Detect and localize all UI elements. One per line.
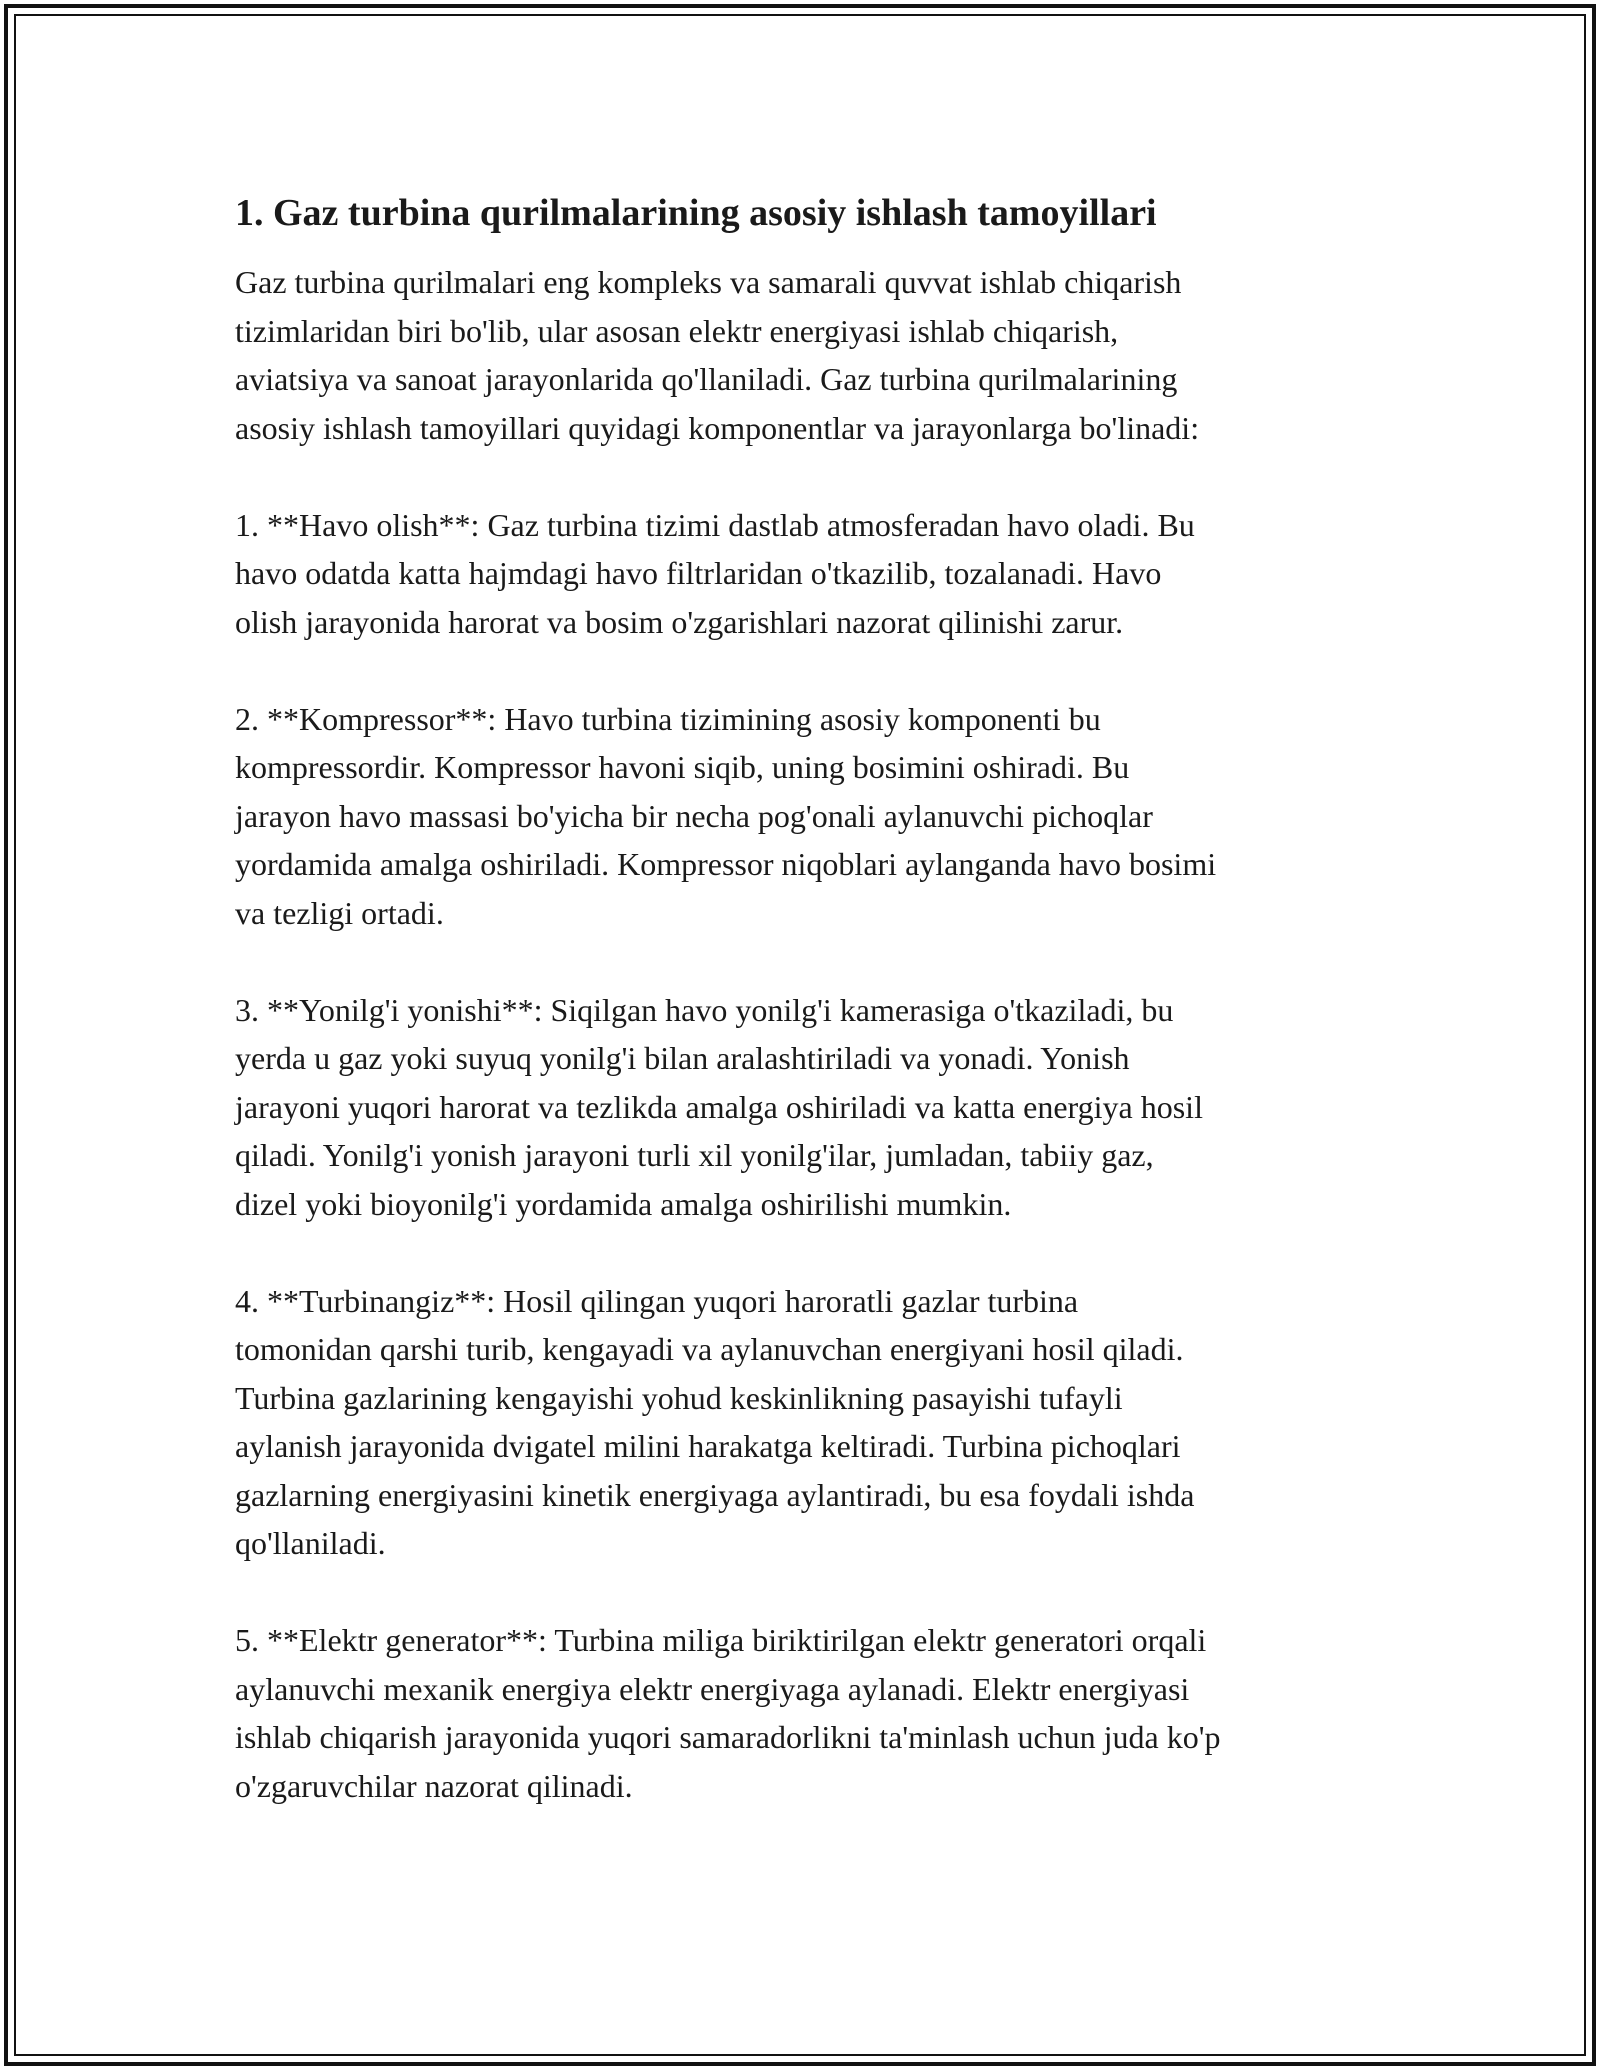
text-line: qiladi. Yonilg'i yonish jarayoni turli xil yonilg'ilar, jumladan, tabiiy gaz, xyxy=(235,1137,1154,1173)
list-item-kompressor xyxy=(235,695,1375,938)
list-item-havo-olish xyxy=(235,501,1375,647)
text-line: tomonidan qarshi turib, kengayadi va aylanuvchan energiyani hosil qiladi. xyxy=(235,1331,1184,1367)
text-line: ishlab chiqarish jarayonida yuqori samaradorlikni ta'minlash uchun juda ko'p xyxy=(235,1719,1221,1755)
list-item-yonilgi-yonishi xyxy=(235,986,1375,1229)
text-line: aviatsiya va sanoat jarayonlarida qo'llaniladi. Gaz turbina qurilmalarining xyxy=(235,361,1178,397)
text-line: yordamida amalga oshiriladi. Kompressor niqoblari aylanganda havo bosimi xyxy=(235,846,1217,882)
text-line: aylanuvchi mexanik energiya elektr energiyaga aylanadi. Elektr energiyasi xyxy=(235,1670,1190,1707)
text-line: jarayoni yuqori harorat va tezlikda amalga oshiriladi va katta energiya hosil xyxy=(235,1088,1203,1125)
text-line: 2. **Kompressor**: Havo turbina tizimining asosiy komponenti bu xyxy=(235,700,1101,737)
list-item-elektr-generator xyxy=(235,1616,1375,1810)
paragraph-gap xyxy=(235,1228,1375,1277)
text-line: aylanish jarayonida dvigatel milini harakatga keltiradi. Turbina pichoqlari xyxy=(235,1428,1181,1464)
text-line: olish jarayonida harorat va bosim o'zgarishlari nazorat qilinishi zarur. xyxy=(235,603,1124,640)
text-line: tizimlaridan biri bo'lib, ular asosan elektr energiyasi ishlab chiqarish, xyxy=(235,312,1119,349)
text-line: va tezligi ortadi. xyxy=(235,894,444,931)
text-line: qo'llaniladi. xyxy=(235,1525,386,1561)
paragraph-gap xyxy=(235,1568,1375,1617)
paragraph-gap xyxy=(235,452,1375,501)
text-line: havo odatda katta hajmdagi havo filtrlaridan o'tkazilib, tozalanadi. Havo xyxy=(235,555,1162,591)
text-line: asosiy ishlash tamoyillari quyidagi komponentlar va jarayonlarga bo'linadi: xyxy=(235,409,1200,446)
section-heading: 1. Gaz turbina qurilmalarining asosiy ishlash tamoyillari xyxy=(235,192,1157,234)
text-line: yerda u gaz yoki suyuq yonilg'i bilan aralashtiriladi va yonadi. Yonish xyxy=(235,1040,1130,1076)
text-line: Turbina gazlarining kengayishi yohud keskinlikning pasayishi tufayli xyxy=(235,1379,1123,1416)
paragraph-gap xyxy=(235,937,1375,986)
text-line: dizel yoki bioyonilg'i yordamida amalga oshirilishi mumkin. xyxy=(235,1185,1012,1222)
text-line: 1. **Havo olish**: Gaz turbina tizimi dastlab atmosferadan havo oladi. Bu xyxy=(235,506,1195,543)
list-item-turbinangiz xyxy=(235,1277,1375,1568)
text-line: Gaz turbina qurilmalari eng kompleks va samarali quvvat ishlab chiqarish xyxy=(235,264,1182,300)
text-line: 5. **Elektr generator**: Turbina miliga biriktirilgan elektr generatori orqali xyxy=(235,1622,1207,1658)
text-line: 4. **Turbinangiz**: Hosil qilingan yuqori haroratli gazlar turbina xyxy=(235,1282,1079,1319)
text-line: 3. **Yonilg'i yonishi**: Siqilgan havo yonilg'i kamerasiga o'tkaziladi, bu xyxy=(235,991,1174,1028)
text-line: o'zgaruvchilar nazorat qilinadi. xyxy=(235,1767,633,1804)
text-line: gazlarning energiyasini kinetik energiyaga aylantiradi, bu esa foydali ishda xyxy=(235,1476,1195,1513)
text-line: jarayon havo massasi bo'yicha bir necha pog'onali aylanuvchi pichoqlar xyxy=(235,797,1153,834)
document-body xyxy=(235,188,1375,1810)
text-line: kompressordir. Kompressor havoni siqib, uning bosimini oshiradi. Bu xyxy=(235,749,1130,785)
intro-paragraph xyxy=(235,258,1375,452)
paragraph-gap xyxy=(235,646,1375,695)
